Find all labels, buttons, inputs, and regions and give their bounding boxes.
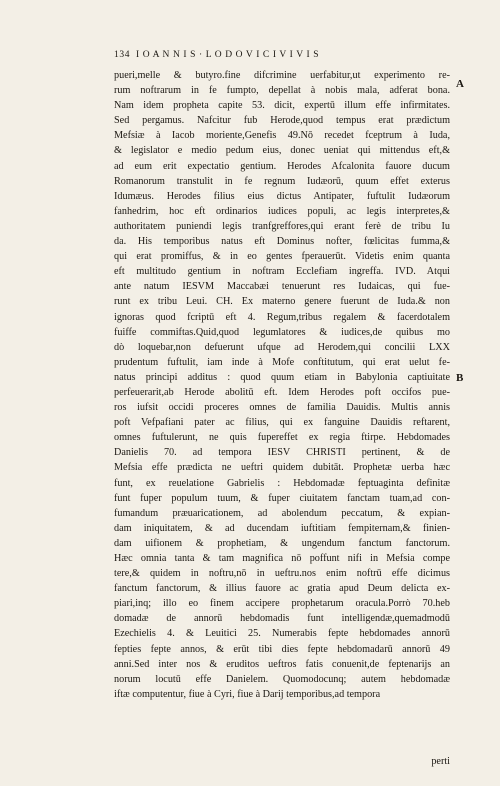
text-line: prudentum fuftulit, iam inde à Mofe conftitutum, qui erat uelut fe- bbox=[114, 356, 450, 368]
text-line: dam iniquitatem, & ad ducendam iuftitiam fempiternam,& finien- bbox=[114, 522, 450, 534]
text-line: dam uifionem & prophetiam, & ungendum fanctum fanctorum. bbox=[114, 537, 450, 549]
text-line: ante natum IESVM Maccabæi tenuerunt res Iudaicas, qui fue- bbox=[114, 281, 450, 293]
text-line: da. His temporibus natus eft Dominus nofter, fœlicitas fumma,& bbox=[114, 236, 450, 248]
page-number: 134 bbox=[114, 50, 131, 60]
text-line: fuiffe commiftas.Quid,quod legumlatores & iudices,de quibus mo bbox=[114, 326, 450, 338]
text-line: rum noftrarum in fe fumpto, depellat à nobis mala, adferat bona. bbox=[114, 85, 450, 97]
text-line: piari,inq; illo eo finem accipere prophetarum oracula.Porrò 70.heb bbox=[114, 598, 450, 610]
text-line: authoritatem puniendi legis tranfgreffores,qui erant ferè de tribu Iu bbox=[114, 220, 450, 232]
text-line: Sed pergamus. Nafcitur fub Herode,quod tempus erat prædictum bbox=[114, 115, 450, 127]
margin-letter-b: B bbox=[456, 372, 464, 384]
text-line: poft Vefpafiani pater ac filius, qui ex fanguine Dauidis reftarent, bbox=[114, 417, 450, 429]
text-line: ignoras quod fcriptū eft 4. Regum,tribus regalem & facerdotalem bbox=[114, 311, 450, 323]
catchword: perti bbox=[431, 756, 450, 767]
text-line: Danielis 70. ad tempora IESV CHRISTI pertinent, & de bbox=[114, 447, 450, 459]
text-line: Ezechielis 4. & Leuitici 25. Numerabis fepte hebdomades annorū bbox=[114, 628, 450, 640]
text-body bbox=[114, 68, 450, 702]
text-line: iftæ computentur, fiue à Cyri, fiue à Darij temporibus,ad tempora bbox=[114, 688, 381, 700]
text-line: fanctum fanctorum, & illius fauore ac gratia apud Deum delicta ex- bbox=[114, 583, 450, 595]
text-line: domadæ de annorū hebdomadis funt intelligendæ,quemadmodū bbox=[114, 613, 450, 625]
text-line: omnes fuftulerunt, ne quis fupereffet ex regia ftirpe. Hebdomades bbox=[114, 432, 450, 444]
text-line: pueri,melle & butyro.fine difcrimine uerfabitur,ut experimento re- bbox=[114, 70, 450, 81]
text-line: tere,& quidem in noftru,nō in ueftru.nos enim noftrū effe dicimus bbox=[114, 568, 450, 580]
text-line: funt, ex reuelatione Gabrielis : Hebdomadæ feptuaginta definitæ bbox=[114, 477, 450, 489]
text-line: ros iufsit occidi proceres omnes de familia Dauidis. Multis annis bbox=[114, 402, 450, 414]
text-line: qui erat promiffus, & in eo gentes fperauerūt. Videtis enim quanta bbox=[114, 251, 450, 263]
text-line: dò loquebar,non defuerunt ufque ad Herodem,qui concilii LXX bbox=[114, 341, 450, 353]
text-line: perfeuerarit,ab Herode abolitū eft. Idem Herodes poft occifos pue- bbox=[114, 386, 450, 398]
text-line: Mefsia effe prædicta ne ueftri quidem dubitāt. Prophetæ uerba hæc bbox=[114, 462, 450, 474]
text-line: Romanorum transtulit in fe regnum Iudæorū, quum effet exterus bbox=[114, 175, 450, 187]
text-line: fanhedrim, hoc eft ordinarios iudices populi, ac legis interpretes,& bbox=[114, 205, 450, 217]
text-line: fumandum præuaricationem, ad abolendum peccatum, & expian- bbox=[114, 507, 450, 519]
text-line: ad eum erit expectatio gentium. Herodes Afcalonita fauore ducum bbox=[114, 160, 450, 172]
text-line: fepties fepte annos, & erūt tibi dies fepte hebdomadarū annorū 49 bbox=[114, 643, 450, 655]
text-line: runt ex tribu Leui. CH. Ex materno genere fuerunt de Iuda.& non bbox=[114, 296, 450, 308]
text-line: anni.Sed inter nos & eruditos ueftros fatis conuenit,de feptenarijs an bbox=[114, 658, 450, 670]
margin-letter-a: A bbox=[456, 78, 464, 90]
text-line: natus principi additus : quod quum etiam in Babylonia captiuitate bbox=[114, 371, 450, 383]
text-line: Nam idem propheta capite 53. dicit, expertū illum effe infirmitates. bbox=[114, 100, 450, 112]
running-title: I O A N N I S · L O D O V I C I V I V I S bbox=[136, 50, 320, 60]
text-line: eft multitudo gentium in noftram Ecclefiam ingreffa. IVD. Atqui bbox=[114, 266, 450, 278]
text-line: Hæc omnia tanta & tam magnifica nō poffunt nifi in Mefsia compe bbox=[114, 553, 450, 564]
text-line: Mefsiæ à Iacob moriente,Genefis 49.Nō recedet fceptrum à Iuda, bbox=[114, 130, 450, 142]
text-line: norum locutū effe Danielem. Quomodocunq; autem hebdomadæ bbox=[114, 673, 450, 685]
text-line: funt fuper populum tuum, & fuper ciuitatem fanctam tuam,ad con- bbox=[114, 492, 450, 504]
text-line: Idumæus. Herodes filius eius dictus Antipater, fuftulit Iudæorum bbox=[114, 190, 450, 202]
text-line: & legislator e medio pedum eius, donec ueniat qui mittendus eft,& bbox=[114, 145, 450, 157]
